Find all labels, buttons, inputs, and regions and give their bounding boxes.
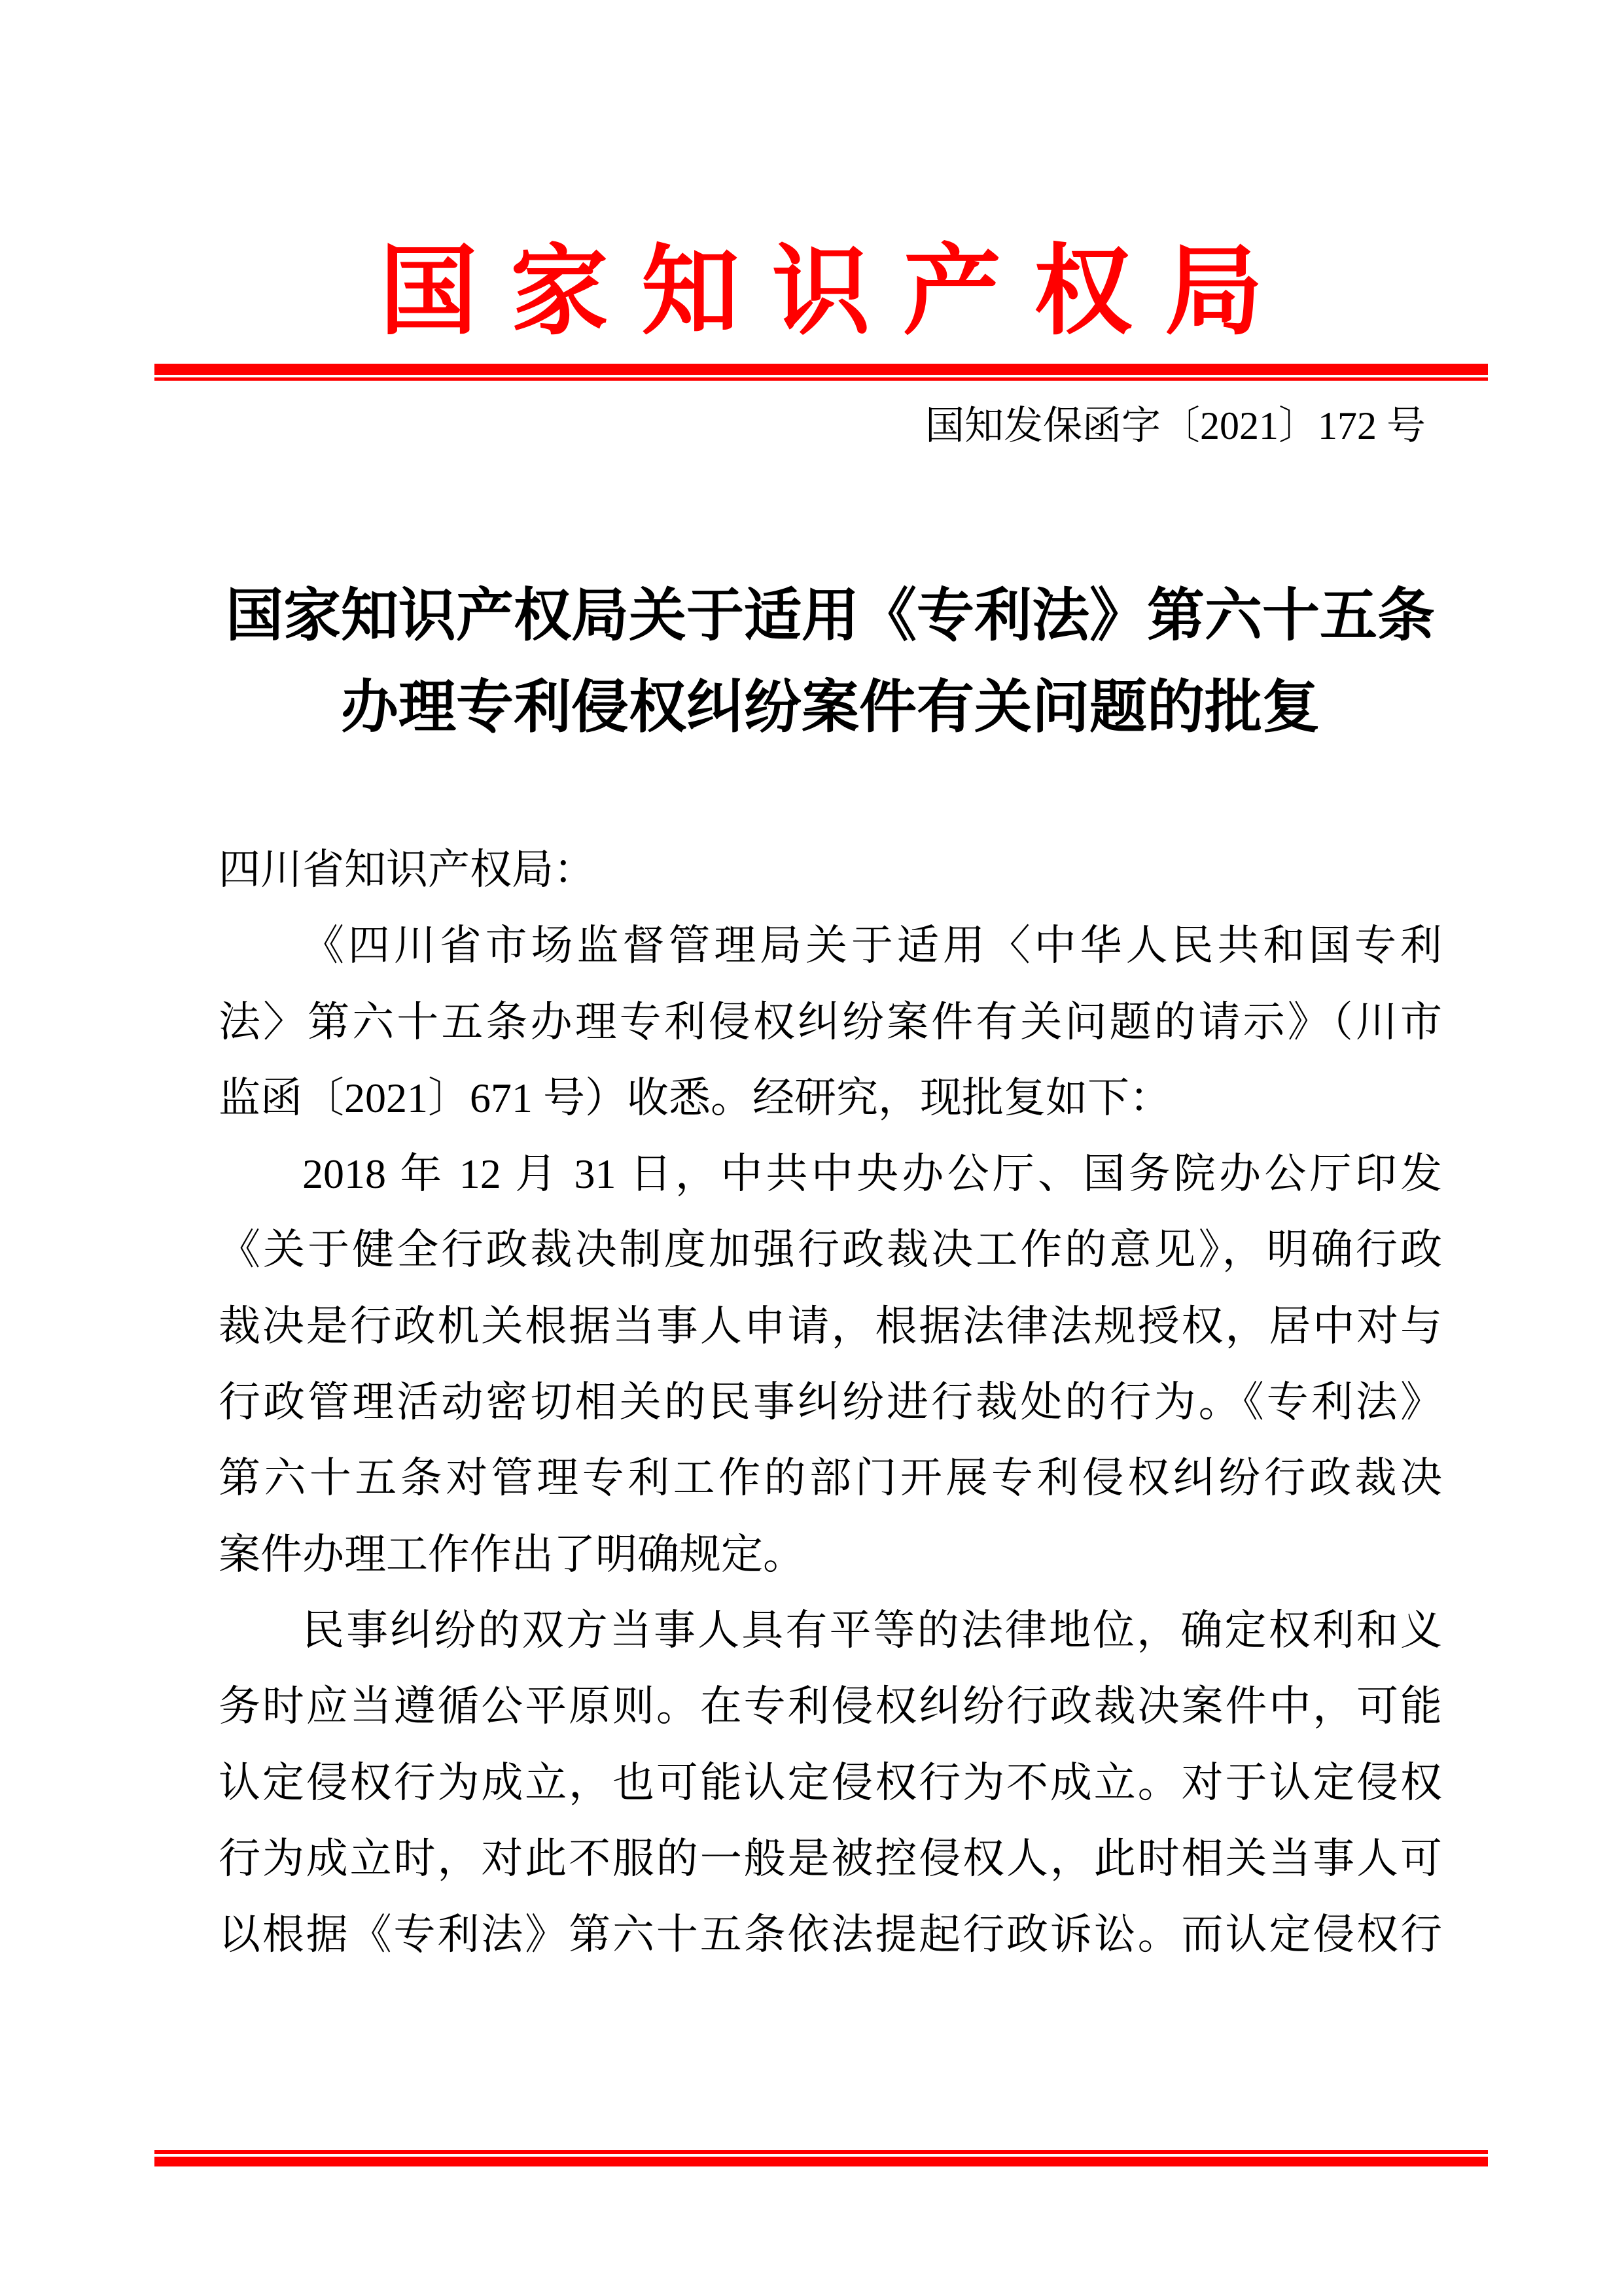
body-line-14: 行为成立时，对此不服的一般是被控侵权人，此时相关当事人可: [219, 1835, 1442, 1882]
body-line-5: 2018 年 12 月 31 日，中共中央办公厅、国务院办公厅印发: [302, 1151, 1442, 1198]
header-separator-thin: [154, 377, 1488, 381]
document-title-line-2: 办理专利侵权纠纷案件有关问题的批复: [340, 676, 1320, 740]
body-line-2: 《四川省市场监督管理局关于适用〈中华人民共和国专利: [302, 922, 1442, 969]
document-body: [219, 832, 1442, 1973]
body-line-4: 监函〔2021〕671 号）收悉。经研究，现批复如下：: [219, 1074, 1171, 1121]
body-line-12: 务时应当遵循公平原则。在专利侵权纠纷行政裁决案件中，可能: [219, 1683, 1442, 1730]
doc-number: 国知发保函字〔2021〕172 号: [925, 404, 1426, 447]
body-line-11: 民事纠纷的双方当事人具有平等的法律地位，确定权利和义: [302, 1607, 1442, 1654]
body-line-13: 认定侵权行为成立，也可能认定侵权行为不成立。对于认定侵权: [219, 1759, 1442, 1806]
footer-separator-thin: [154, 2150, 1488, 2154]
body-line-8: 行政管理活动密切相关的民事纠纷进行裁处的行为。《专利法》: [219, 1379, 1442, 1426]
header-separator-thick: [154, 364, 1488, 375]
body-line-7: 裁决是行政机关根据当事人申请，根据法律法规授权，居中对与: [219, 1302, 1442, 1349]
body-line-10: 案件办理工作作出了明确规定。: [219, 1531, 805, 1578]
body-line-9: 第六十五条对管理专利工作的部门开展专利侵权纠纷行政裁决: [219, 1455, 1442, 1502]
agency-name-header: 国家知识产权局: [379, 238, 1296, 347]
body-line-6: 《关于健全行政裁决制度加强行政裁决工作的意见》，明确行政: [219, 1226, 1442, 1274]
body-line-15: 以根据《专利法》第六十五条依法提起行政诉讼。而认定侵权行: [219, 1911, 1442, 1958]
body-line-1: 四川省知识产权局：: [219, 846, 595, 893]
footer-separator-thick: [154, 2157, 1488, 2166]
document-title-line-1: 国家知识产权局关于适用《专利法》第六十五条: [225, 585, 1435, 648]
document-title: [219, 571, 1442, 754]
body-line-3: 法〉第六十五条办理专利侵权纠纷案件有关问题的请示》（川市: [219, 998, 1442, 1045]
